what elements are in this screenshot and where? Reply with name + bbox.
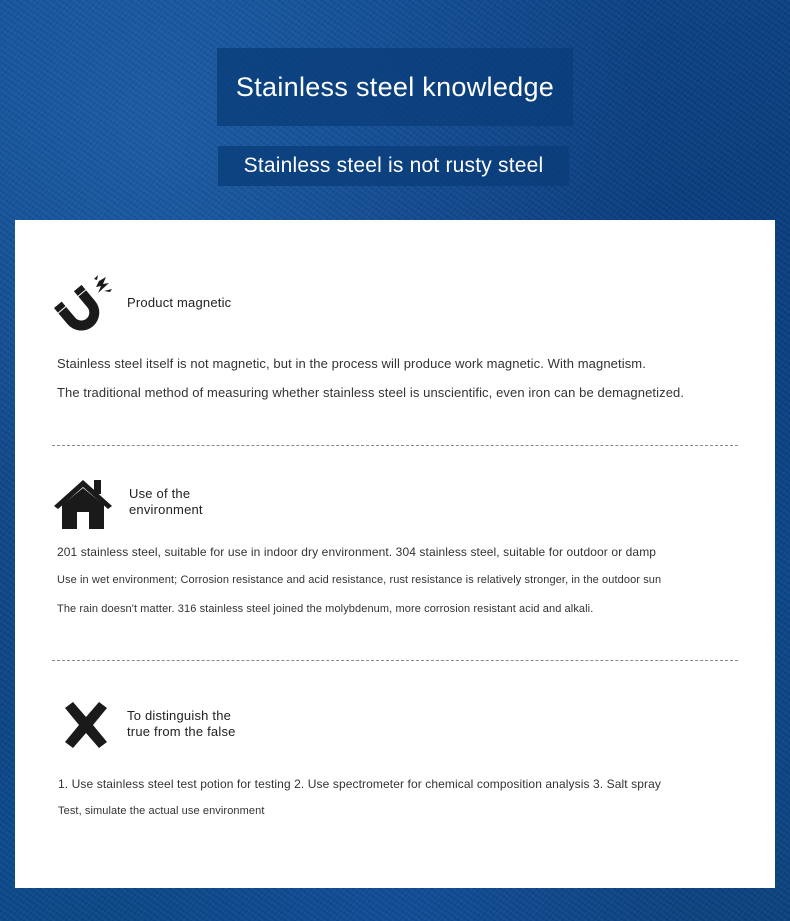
content-panel xyxy=(15,220,775,888)
section-label-environment xyxy=(129,486,203,518)
section-label-line: true from the false xyxy=(127,724,236,739)
section-divider xyxy=(52,660,738,661)
body-line: 201 stainless steel, suitable for use in indoor dry environment. 304 stainless steel, suitable for outdoor or damp xyxy=(57,545,657,559)
section-label-line: To distinguish the xyxy=(127,708,232,723)
body-line: The rain doesn't matter. 316 stainless steel joined the molybdenum, more corrosion resistant acid and alkali. xyxy=(57,603,594,615)
page-subtitle-text: Stainless steel is not rusty steel xyxy=(243,154,544,177)
body-line: Stainless steel itself is not magnetic, but in the process will produce work magnetic. With magnetism. xyxy=(57,356,646,371)
section-label-magnetic xyxy=(127,295,231,311)
body-line: Test, simulate the actual use environment xyxy=(58,805,265,817)
body-line: 1. Use stainless steel test potion for testing 2. Use spectrometer for chemical composition analysis 3. Salt spray xyxy=(58,777,661,791)
page-subtitle xyxy=(218,146,569,186)
body-line: Use in wet environment; Corrosion resistance and acid resistance, rust resistance is relatively stronger, in the outdoor sun xyxy=(57,574,662,586)
section-label-line: environment xyxy=(129,502,203,517)
page-title-text: Stainless steel knowledge xyxy=(235,71,555,102)
magnet-icon xyxy=(54,275,114,335)
section-divider xyxy=(52,445,738,446)
section-label-text: Product magnetic xyxy=(127,295,232,310)
body-line: The traditional method of measuring whether stainless steel is unscientific, even iron can be demagnetized. xyxy=(57,385,685,400)
section-label-line: Use of the xyxy=(129,486,191,501)
cross-icon xyxy=(61,700,111,750)
page-title xyxy=(217,48,573,126)
house-icon xyxy=(52,478,114,530)
section-label-true-false xyxy=(127,708,236,740)
